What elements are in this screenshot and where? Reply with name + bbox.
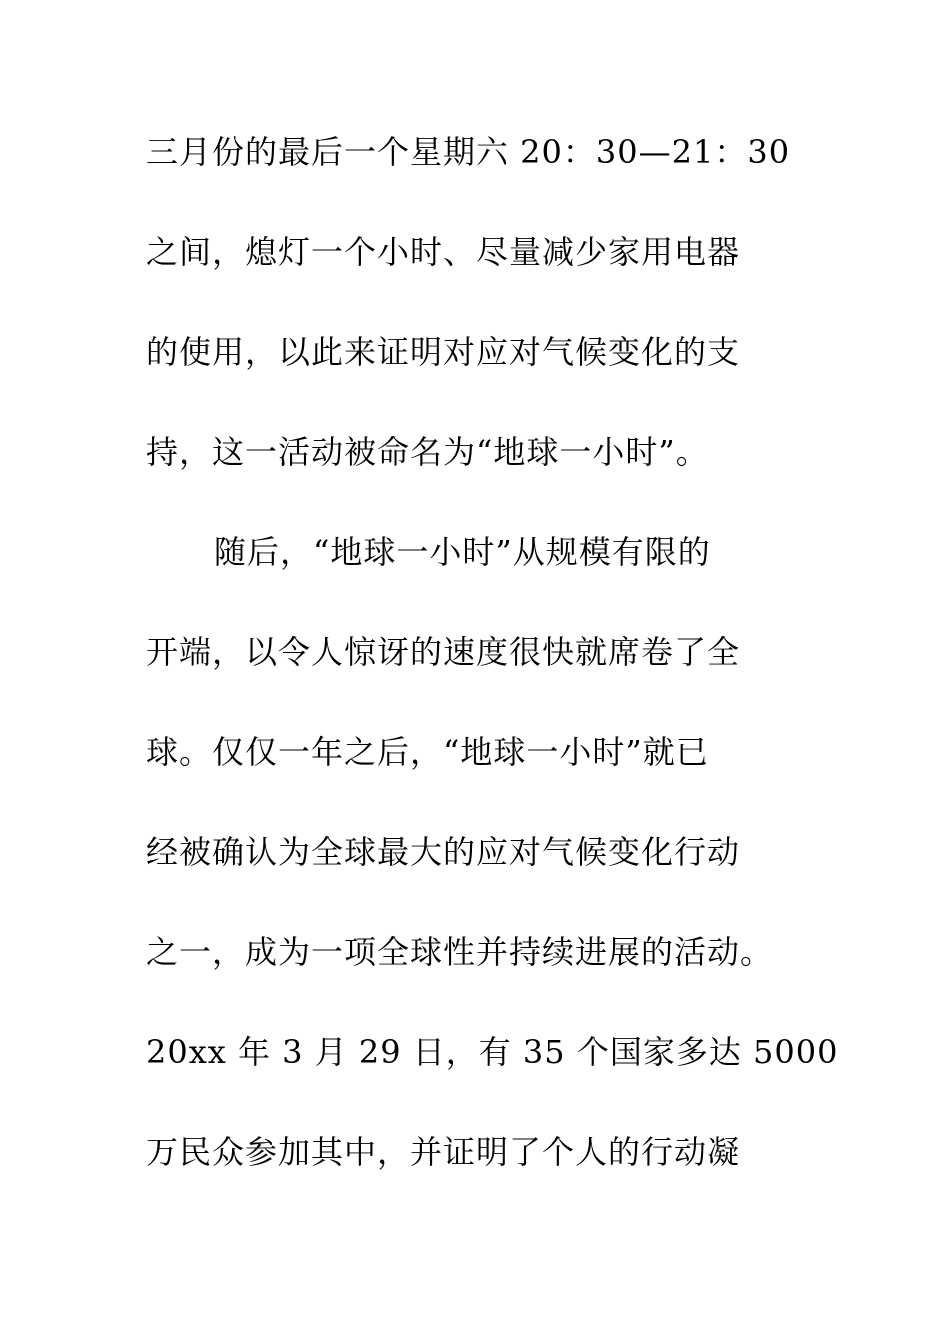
text-line-11: 万民众参加其中，并证明了个人的行动凝 bbox=[146, 1133, 741, 1171]
paragraph-2-first-line: 随后，“地球一小时”从规模有限的 bbox=[214, 533, 711, 571]
text-line-9: 之一，成为一项全球性并持续进展的活动。 bbox=[146, 933, 774, 971]
text-line-7: 球。仅仅一年之后，“地球一小时”就已 bbox=[146, 733, 709, 771]
text-line-1: 三月份的最后一个星期六 20：30—21：30 bbox=[146, 133, 791, 171]
text-line-6: 开端，以令人惊讶的速度很快就席卷了全 bbox=[146, 633, 741, 671]
text-line-4: 持，这一活动被命名为“地球一小时”。 bbox=[146, 433, 709, 471]
text-line-3: 的使用，以此来证明对应对气候变化的支 bbox=[146, 333, 741, 371]
text-line-2: 之间，熄灯一个小时、尽量减少家用电器 bbox=[146, 233, 741, 271]
text-line-8: 经被确认为全球最大的应对气候变化行动 bbox=[146, 833, 741, 871]
text-line-10: 20xx 年 3 月 29 日，有 35 个国家多达 5000 bbox=[146, 1033, 839, 1071]
